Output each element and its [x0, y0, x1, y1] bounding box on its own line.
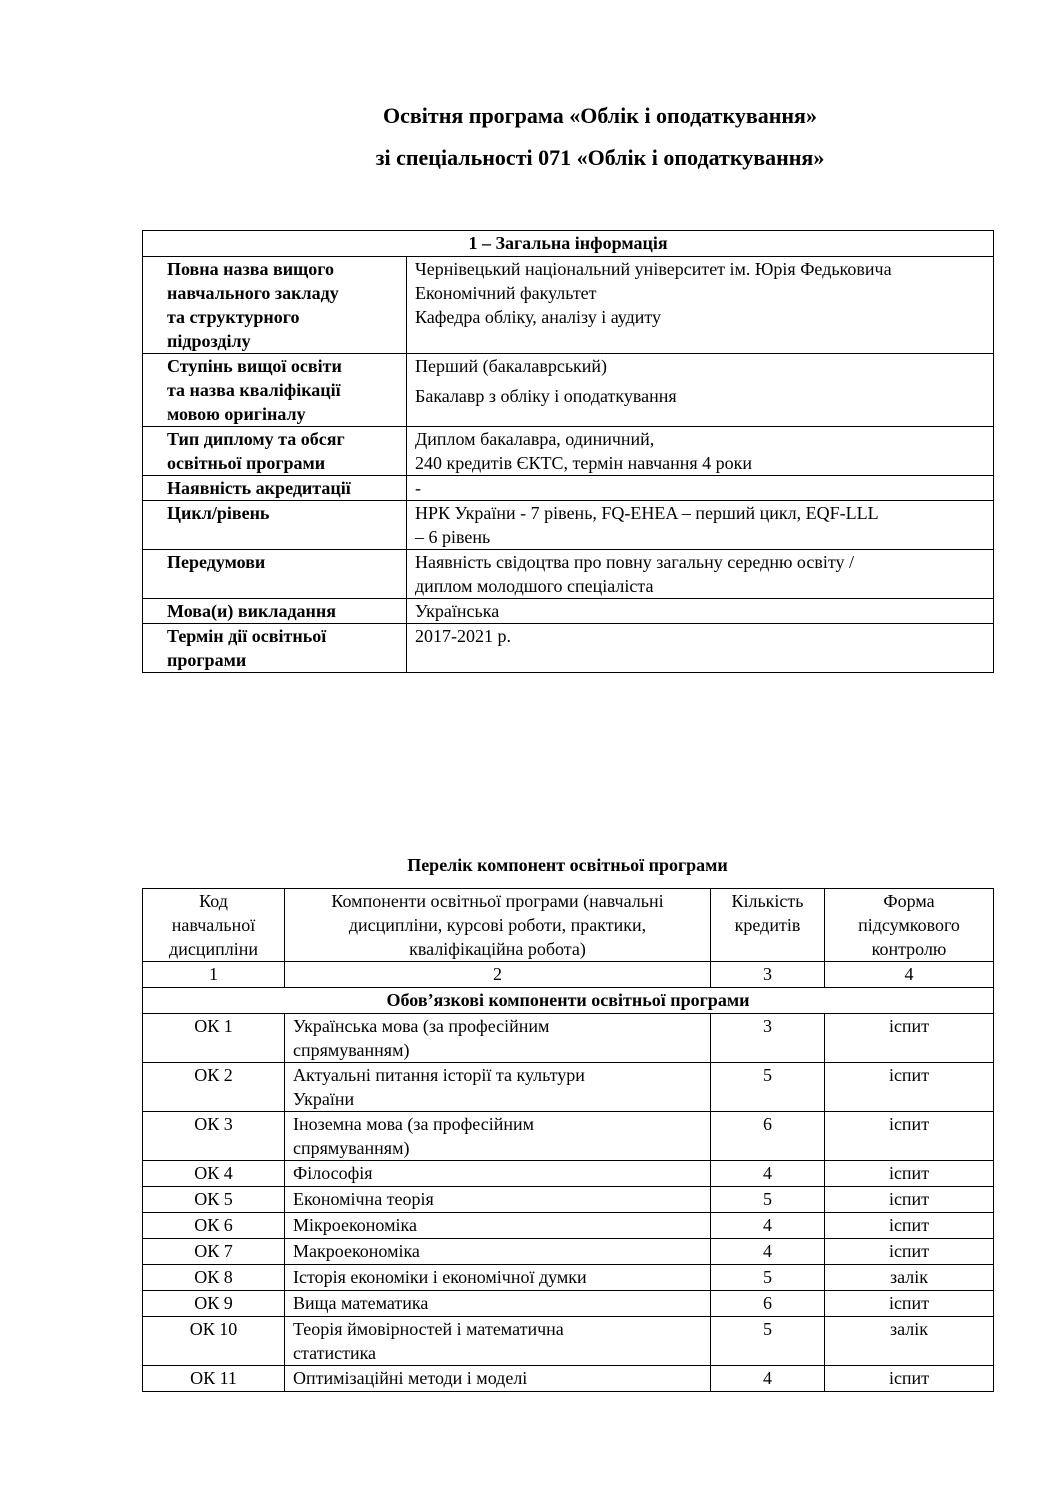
- table-row: [143, 1112, 994, 1161]
- table-row: [143, 1239, 994, 1265]
- component-control-form: іспит: [825, 1063, 994, 1112]
- info-label-line: Мова(и) викладання: [167, 601, 337, 621]
- column-header-line: підсумкового: [858, 915, 960, 935]
- component-name-line: спрямуванням): [293, 1040, 410, 1060]
- component-name-line: Оптимізаційні методи і моделі: [293, 1368, 528, 1388]
- table-row: [143, 1366, 994, 1392]
- info-value: [407, 257, 994, 354]
- component-name: [285, 1239, 711, 1265]
- column-number: 3: [711, 962, 825, 988]
- component-name: [285, 1112, 711, 1161]
- component-code: ОК 11: [143, 1366, 285, 1392]
- component-credits: 4: [711, 1161, 825, 1187]
- info-label-line: Наявність акредитації: [167, 478, 351, 498]
- component-code: ОК 9: [143, 1291, 285, 1317]
- info-label-line: навчального закладу: [167, 283, 339, 303]
- component-credits: 4: [711, 1213, 825, 1239]
- component-code: ОК 6: [143, 1213, 285, 1239]
- component-code: ОК 5: [143, 1187, 285, 1213]
- info-row: [143, 476, 994, 501]
- column-header-line: Кількість: [731, 891, 804, 911]
- info-value-line: – 6 рівень: [415, 527, 491, 547]
- info-label: [143, 550, 407, 599]
- info-label: [143, 257, 407, 354]
- table-row: [143, 1161, 994, 1187]
- column-header-line: кваліфікаційна робота): [409, 939, 586, 959]
- info-label-line: програми: [167, 650, 247, 670]
- info-value-line: Кафедра обліку, аналізу і аудиту: [415, 307, 662, 327]
- info-label: [143, 476, 407, 501]
- column-header: [143, 889, 285, 962]
- info-value-line: Економічний факультет: [415, 283, 597, 303]
- info-value: [407, 476, 994, 501]
- info-label: [143, 501, 407, 550]
- info-value: [407, 354, 994, 427]
- info-label-line: Повна назва вищого: [167, 259, 334, 279]
- column-header-line: дисципліни, курсові роботи, практики,: [348, 915, 647, 935]
- info-row: [143, 550, 994, 599]
- column-number: 2: [285, 962, 711, 988]
- component-name-line: Макроекономіка: [293, 1241, 420, 1261]
- component-control-form: іспит: [825, 1187, 994, 1213]
- table-row: [143, 1317, 994, 1366]
- component-name-line: спрямуванням): [293, 1138, 410, 1158]
- component-name-line: Філософія: [293, 1163, 373, 1183]
- info-label: [143, 354, 407, 427]
- info-label-line: та назва кваліфікації: [167, 380, 341, 400]
- info-row: [143, 501, 994, 550]
- info-value-line: диплом молодшого спеціаліста: [415, 576, 654, 596]
- component-name-line: Економічна теорія: [293, 1189, 434, 1209]
- info-value-line: 240 кредитів ЄКТС, термін навчання 4 роки: [415, 453, 753, 473]
- column-header-line: дисципліни: [169, 939, 258, 959]
- component-code: ОК 3: [143, 1112, 285, 1161]
- info-row: [143, 257, 994, 354]
- info-label-line: мовою оригіналу: [167, 404, 306, 424]
- component-name: [285, 1014, 711, 1063]
- component-control-form: іспит: [825, 1291, 994, 1317]
- info-value-line: Українська: [415, 601, 500, 621]
- column-header-line: Компоненти освітньої програми (навчальні: [331, 891, 664, 911]
- info-value-line: -: [415, 478, 421, 498]
- component-name-line: Вища математика: [293, 1293, 429, 1313]
- info-value-line: Чернівецький національний університет ім. Юрія Федьковича: [415, 259, 892, 279]
- component-control-form: залік: [825, 1265, 994, 1291]
- component-code: ОК 8: [143, 1265, 285, 1291]
- table-row: [143, 1014, 994, 1063]
- info-value-line: Диплом бакалавра, одиничний,: [415, 429, 655, 449]
- component-credits: 5: [711, 1317, 825, 1366]
- component-name-line: Історія економіки і економічної думки: [293, 1267, 587, 1287]
- component-credits: 5: [711, 1265, 825, 1291]
- column-header-line: Код: [199, 891, 228, 911]
- general-info-table: [142, 230, 994, 673]
- component-control-form: іспит: [825, 1112, 994, 1161]
- component-control-form: іспит: [825, 1161, 994, 1187]
- table-row: [143, 1265, 994, 1291]
- column-number: 1: [143, 962, 285, 988]
- mandatory-subheader: Обов’язкові компоненти освітньої програми: [143, 988, 994, 1014]
- component-control-form: іспит: [825, 1213, 994, 1239]
- document-title: Освітня програма «Облік і оподаткування»: [383, 103, 817, 128]
- column-header: [825, 889, 994, 962]
- info-value: [407, 624, 994, 673]
- component-credits: 4: [711, 1366, 825, 1392]
- info-value-line: Бакалавр з обліку і оподаткування: [415, 386, 677, 406]
- info-label: [143, 624, 407, 673]
- component-name: [285, 1187, 711, 1213]
- component-name: [285, 1161, 711, 1187]
- mandatory-subheader-row: [143, 988, 994, 1014]
- info-label-line: Передумови: [167, 552, 266, 572]
- components-section-title: Перелік компонент освітньої програми: [407, 855, 728, 875]
- column-header-line: контролю: [871, 939, 947, 959]
- column-header-line: навчальної: [171, 915, 256, 935]
- info-label-line: Термін дії освітньої: [167, 626, 327, 646]
- column-header: [285, 889, 711, 962]
- general-info-header: 1 – Загальна інформація: [143, 231, 994, 257]
- column-number-row: [143, 962, 994, 988]
- table-row: [143, 1063, 994, 1112]
- info-row: [143, 427, 994, 476]
- component-name: [285, 1265, 711, 1291]
- column-number: 4: [825, 962, 994, 988]
- info-value: [407, 427, 994, 476]
- info-label-line: освітньої програми: [167, 453, 326, 473]
- component-code: ОК 2: [143, 1063, 285, 1112]
- info-value-line: Наявність свідоцтва про повну загальну середню освіту /: [415, 552, 854, 572]
- component-control-form: залік: [825, 1317, 994, 1366]
- info-label: [143, 599, 407, 624]
- component-name-line: України: [293, 1089, 355, 1109]
- document-subtitle: зі спеціальності 071 «Облік і оподаткування»: [375, 145, 825, 170]
- component-name-line: Українська мова (за професійним: [293, 1016, 550, 1036]
- info-row: [143, 624, 994, 673]
- component-name-line: Іноземна мова (за професійним: [293, 1114, 534, 1134]
- info-value: [407, 501, 994, 550]
- info-value-line: НРК України - 7 рівень, FQ-EHEA – перший цикл, EQF-LLL: [415, 503, 879, 523]
- component-code: ОК 4: [143, 1161, 285, 1187]
- component-credits: 4: [711, 1239, 825, 1265]
- component-control-form: іспит: [825, 1366, 994, 1392]
- component-name: [285, 1063, 711, 1112]
- component-credits: 6: [711, 1112, 825, 1161]
- info-value-line: Перший (бакалаврський): [415, 356, 608, 376]
- info-value-line: 2017-2021 р.: [415, 626, 511, 646]
- component-control-form: іспит: [825, 1014, 994, 1063]
- info-value: [407, 599, 994, 624]
- info-label-line: та структурного: [167, 307, 300, 327]
- table-row: [143, 1291, 994, 1317]
- component-credits: 6: [711, 1291, 825, 1317]
- component-name: [285, 1291, 711, 1317]
- components-table: [142, 888, 994, 1392]
- component-name-line: статистика: [293, 1343, 377, 1363]
- component-code: ОК 7: [143, 1239, 285, 1265]
- column-header: [711, 889, 825, 962]
- info-label-line: Ступінь вищої освіти: [167, 356, 342, 376]
- component-name-line: Актуальні питання історії та культури: [293, 1065, 585, 1085]
- table-row: [143, 1187, 994, 1213]
- component-name: [285, 1317, 711, 1366]
- component-control-form: іспит: [825, 1239, 994, 1265]
- component-credits: 3: [711, 1014, 825, 1063]
- component-name: [285, 1213, 711, 1239]
- info-label-line: підрозділу: [167, 331, 251, 351]
- component-name-line: Теорія ймовірностей і математична: [293, 1319, 564, 1339]
- info-value: [407, 550, 994, 599]
- component-code: ОК 10: [143, 1317, 285, 1366]
- column-header-line: Форма: [883, 891, 935, 911]
- info-row: [143, 599, 994, 624]
- info-label-line: Цикл/рівень: [167, 503, 270, 523]
- component-name: [285, 1366, 711, 1392]
- component-name-line: Мікроекономіка: [293, 1215, 417, 1235]
- component-code: ОК 1: [143, 1014, 285, 1063]
- info-label: [143, 427, 407, 476]
- column-header-line: кредитів: [734, 915, 801, 935]
- component-credits: 5: [711, 1187, 825, 1213]
- components-header-row: [143, 889, 994, 962]
- info-label-line: Тип диплому та обсяг: [167, 429, 345, 449]
- info-row: [143, 354, 994, 427]
- component-credits: 5: [711, 1063, 825, 1112]
- table-row: [143, 1213, 994, 1239]
